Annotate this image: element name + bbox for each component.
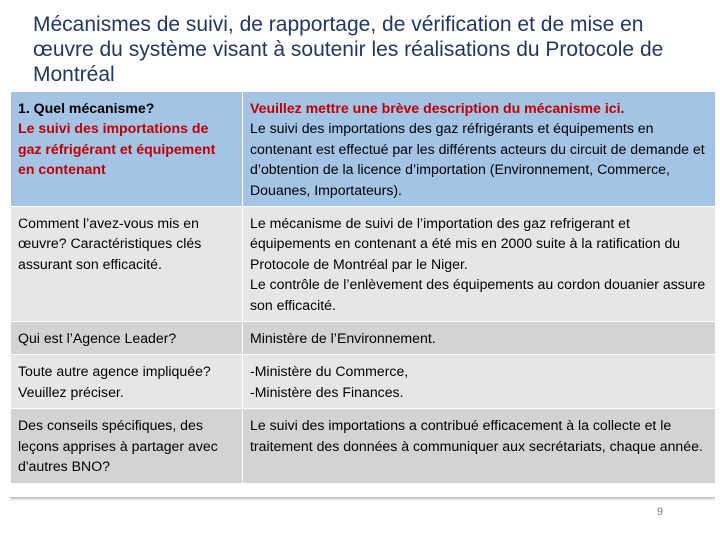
- answer-cell: Le suivi des importations a contribué efficacement à la collecte et le traitement des données à communiquer aux secrétariats, chaque année.: [243, 409, 716, 483]
- mechanism-name: Le suivi des importations de gaz réfrigérant et équipement en contenant: [18, 120, 216, 178]
- page-number: 9: [656, 506, 664, 518]
- table-row: [11, 207, 716, 322]
- mechanism-description: Le suivi des importations des gaz réfrigérants et équipements en contenant est effectué par les différents acteurs du circuit de demande et d’obtention de la licence d’importation (Environnement, Commerce, Douanes, Importateurs).: [250, 120, 705, 198]
- table-row: [11, 355, 716, 409]
- answer-cell: Ministère de l’Environnement.: [243, 322, 716, 355]
- answer-line: -Ministère des Finances.: [250, 383, 404, 400]
- question-cell: Qui est l’Agence Leader?: [11, 322, 243, 355]
- answer-cell: [243, 355, 716, 409]
- answer-cell: [243, 207, 716, 322]
- question-label: 1. Quel mécanisme?: [18, 100, 155, 116]
- answer-paragraph: Le mécanisme de suivi de l’importation des gaz refrigerant et équipements en contenant a été mis en 2000 suite à la ratification du Protocole de Montréal par le Niger.: [250, 215, 681, 272]
- question-cell: Comment l’avez-vous mis en œuvre? Caractéristiques clés assurant son efficacité.: [11, 207, 243, 322]
- answer-cell: [243, 92, 716, 207]
- answer-paragraph: Le contrôle de l’enlèvement des équipements au cordon douanier assure son efficacité.: [250, 276, 706, 313]
- question-cell: [11, 92, 243, 207]
- slide-title: Mécanismes de suivi, de rapportage, de vérification et de mise en œuvre du système visant à soutenir les réalisations du Protocole de Montréal: [33, 13, 664, 86]
- table-row: [11, 322, 716, 355]
- answer-line: -Ministère du Commerce,: [250, 363, 409, 380]
- mechanism-table: [10, 91, 716, 484]
- table-row: [11, 92, 716, 207]
- instruction-text: Veuillez mettre une brève description du mécanisme ici.: [250, 100, 625, 116]
- table-row: [11, 409, 716, 483]
- question-cell: Des conseils spécifiques, des leçons apprises à partager avec d'autres BNO?: [11, 409, 243, 483]
- question-cell: Toute autre agence impliquée? Veuillez préciser.: [11, 355, 243, 409]
- table-shadow: [10, 497, 715, 501]
